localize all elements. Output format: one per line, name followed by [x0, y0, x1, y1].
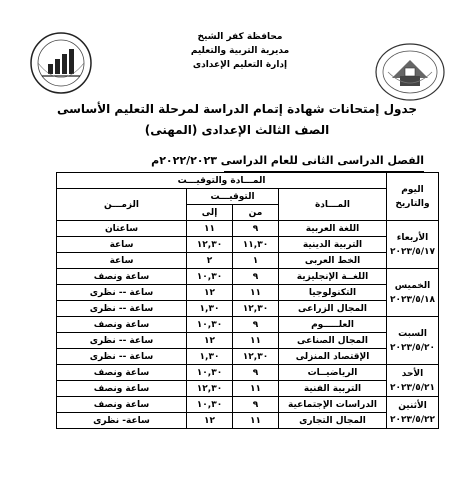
to-time-cell: ١٠,٣٠ — [187, 365, 233, 381]
table-row — [57, 285, 439, 301]
header-subject-timing: المـــادة والتوقيـــت — [57, 173, 387, 189]
duration-cell: ساعة -- نظرى — [57, 285, 187, 301]
subject-cell: التربية الدينية — [279, 237, 387, 253]
header-from: من — [233, 205, 279, 221]
header-duration: الزمـــن — [57, 189, 187, 221]
table-row — [57, 365, 439, 381]
table-row — [57, 269, 439, 285]
exam-date: ٢٠٢٣/٥/٢٠ — [389, 342, 436, 353]
to-time-cell: ١٢ — [187, 413, 233, 429]
exam-date: ٢٠٢٣/٥/١٧ — [389, 246, 436, 257]
table-row — [57, 413, 439, 429]
from-time-cell: ٩ — [233, 365, 279, 381]
subject-cell: المجال التجارى — [279, 413, 387, 429]
from-time-cell: ١٢,٣٠ — [233, 349, 279, 365]
to-time-cell: ١٠,٣٠ — [187, 269, 233, 285]
exam-schedule-table — [56, 172, 439, 429]
subject-cell: الخط العربى — [279, 253, 387, 269]
subject-cell: الإقتصاد المنزلى — [279, 349, 387, 365]
administration-name: إدارة التعليم الإعدادى — [192, 60, 288, 70]
header-row-2 — [57, 189, 439, 205]
subject-cell: اللغة العربية — [279, 221, 387, 237]
header-day-date — [387, 173, 439, 221]
to-time-cell: ١٠,٣٠ — [187, 317, 233, 333]
to-time-cell: ١٢ — [187, 285, 233, 301]
exam-schedule-body — [57, 173, 439, 429]
from-time-cell: ٩ — [233, 397, 279, 413]
table-row — [57, 317, 439, 333]
from-time-cell: ١١ — [233, 381, 279, 397]
table-row — [57, 237, 439, 253]
subject-cell: المجال الصناعى — [279, 333, 387, 349]
to-time-cell: ١,٣٠ — [187, 301, 233, 317]
table-row — [57, 381, 439, 397]
table-row — [57, 349, 439, 365]
term-title: الفصل الدراسى الثانى للعام الدراسى ٢٠٢٢/٢٠٢٣م — [151, 154, 424, 167]
duration-cell: ساعة ونصف — [57, 381, 187, 397]
subject-cell: التكنولوجيا — [279, 285, 387, 301]
table-row — [57, 301, 439, 317]
to-time-cell: ١٠,٣٠ — [187, 397, 233, 413]
day-name: الأحد — [401, 368, 424, 379]
issuing-authority-header — [170, 30, 310, 72]
day-name: الأثنين — [398, 400, 427, 411]
duration-cell: ساعة ونصف — [57, 269, 187, 285]
subject-cell: الرياضيــات — [279, 365, 387, 381]
from-time-cell: ٩ — [233, 317, 279, 333]
subject-cell: التربية الفنية — [279, 381, 387, 397]
table-row — [57, 397, 439, 413]
document-title: جدول إمتحانات شهادة إتمام الدراسة لمرحلة التعليم الأساسى — [56, 102, 418, 116]
duration-cell: ساعة ونصف — [57, 317, 187, 333]
to-time-cell: ١٢,٣٠ — [187, 381, 233, 397]
table-row — [57, 333, 439, 349]
from-time-cell: ١١ — [233, 285, 279, 301]
from-time-cell: ١ — [233, 253, 279, 269]
grade-title: الصف الثالث الإعدادى (المهنى) — [144, 123, 330, 137]
duration-cell: ساعتان — [57, 221, 187, 237]
header-row-1 — [57, 173, 439, 189]
to-time-cell: ٢ — [187, 253, 233, 269]
duration-cell: ساعة -- نظرى — [57, 349, 187, 365]
subject-cell: العلـــــوم — [279, 317, 387, 333]
from-time-cell: ٩ — [233, 221, 279, 237]
subject-cell: الدراسات الإجتماعية — [279, 397, 387, 413]
exam-date: ٢٠٢٣/٥/٢٢ — [389, 414, 436, 425]
day-date-cell — [387, 221, 439, 269]
day-date-cell — [387, 269, 439, 317]
duration-cell: ساعة — [57, 253, 187, 269]
to-time-cell: ١,٣٠ — [187, 349, 233, 365]
to-time-cell: ١٢,٣٠ — [187, 237, 233, 253]
table-row — [57, 221, 439, 237]
duration-cell: ساعة -- نظرى — [57, 301, 187, 317]
header-subject: المـــادة — [279, 189, 387, 221]
from-time-cell: ٩ — [233, 269, 279, 285]
duration-cell: ساعة -- نظرى — [57, 333, 187, 349]
education-ministry-logo-icon — [28, 30, 94, 96]
from-time-cell: ١١ — [233, 333, 279, 349]
from-time-cell: ١١ — [233, 413, 279, 429]
exam-date: ٢٠٢٣/٥/٢١ — [389, 382, 436, 393]
governorate-name: محافظة كفر الشيخ — [197, 32, 283, 42]
day-date-cell — [387, 397, 439, 429]
subject-cell: المجال الزراعى — [279, 301, 387, 317]
day-date-cell — [387, 317, 439, 365]
day-date-cell — [387, 365, 439, 397]
from-time-cell: ١١,٣٠ — [233, 237, 279, 253]
subject-cell: اللغــة الإنجليزية — [279, 269, 387, 285]
to-time-cell: ١٢ — [187, 333, 233, 349]
to-time-cell: ١١ — [187, 221, 233, 237]
duration-cell: ساعة ونصف — [57, 365, 187, 381]
duration-cell: ساعة ونصف — [57, 397, 187, 413]
exam-date: ٢٠٢٣/٥/١٨ — [389, 294, 436, 305]
duration-cell: ساعة- نظرى — [57, 413, 187, 429]
day-name: السبت — [398, 328, 427, 339]
header-to: إلى — [187, 205, 233, 221]
duration-cell: ساعة — [57, 237, 187, 253]
from-time-cell: ١٢,٣٠ — [233, 301, 279, 317]
header-day-label: اليوم — [401, 184, 424, 195]
table-row — [57, 253, 439, 269]
header-date-label: والتاريخ — [395, 198, 430, 209]
header-timing: التوقيـــت — [187, 189, 279, 205]
directorate-name: مديرية التربية والتعليم — [190, 46, 290, 56]
directorate-logo-icon — [372, 38, 448, 104]
day-name: الأربعاء — [396, 232, 429, 243]
day-name: الخميس — [394, 280, 431, 291]
